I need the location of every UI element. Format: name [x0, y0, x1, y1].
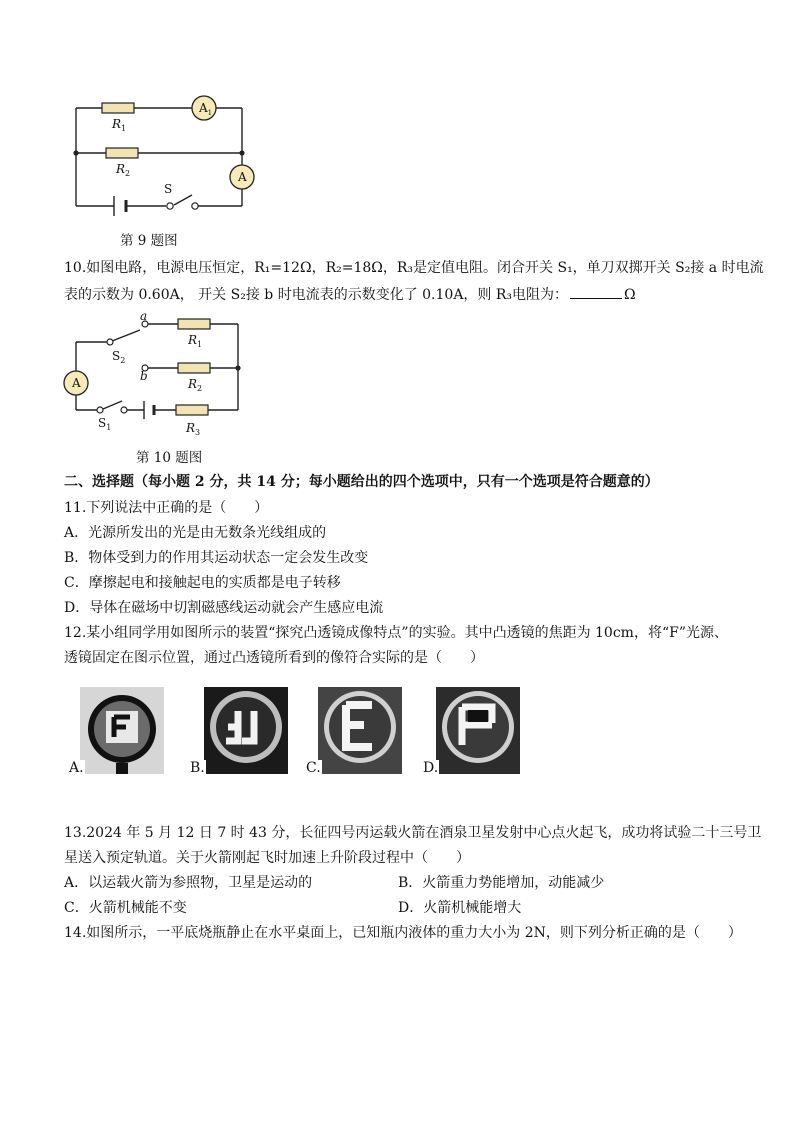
junction-dot: [73, 150, 78, 155]
resistor-r1-symbol: [178, 319, 210, 329]
q11-option-c: C．摩擦起电和接触起电的实质都是电子转移: [64, 575, 341, 591]
label-r3: $R_3$: [186, 421, 201, 437]
label-ammeter: A: [72, 376, 81, 390]
figure-9-caption: 第 9 题图: [120, 233, 178, 249]
label-b: b: [140, 369, 148, 383]
q11-option-d: D．导体在磁场中切割磁感线运动就会产生感应电流: [64, 600, 384, 616]
q10-line-2: [64, 284, 636, 305]
q14-stem: 14.如图所示，一平底烧瓶静止在水平桌面上，已知瓶内液体的重力大小为 2N，则下列分析正确的是（ ）: [64, 925, 742, 941]
resistor-r2-symbol: [178, 363, 210, 373]
q13-option-a: A．以运载火箭为参照物，卫星是运动的: [64, 875, 313, 891]
q10-line-2-text: 表的示数为 0.60A， 开关 S₂接 b 时电流表的示数变化了 0.10A，则 R₃电阻为：: [64, 287, 569, 303]
q12-option-d-letter: D.: [423, 760, 439, 776]
label-r2: $R_2$: [188, 377, 203, 393]
label-r1: $R_1$: [112, 117, 127, 133]
q12-option-b-image: [204, 687, 288, 774]
q10-line-1: 10.如图电路，电源电压恒定，R₁=12Ω，R₂=18Ω，R₃是定值电阻。闭合开关 S₁，单刀双掷开关 S₂接 a 时电流: [64, 260, 764, 276]
q12-option-c-image: [318, 687, 402, 774]
label-a: a: [140, 310, 148, 323]
resistor-r1-symbol: [102, 103, 134, 113]
junction-dot: [239, 150, 244, 155]
section-2-heading: 二、选择题（每小题 2 分，共 14 分；每小题给出的四个选项中，只有一个选项是符合题意的）: [64, 474, 659, 490]
q11-option-a: A．光源所发出的光是由无数条光线组成的: [64, 525, 327, 541]
label-s2: $S_2$: [112, 349, 126, 365]
q13-option-d: D．火箭机械能增大: [398, 900, 522, 916]
label-s1: $S_1$: [98, 416, 112, 432]
label-a: A: [238, 170, 247, 184]
figure-10-caption: 第 10 题图: [136, 450, 203, 466]
q12-option-b-letter: B.: [190, 760, 205, 776]
q13-line-2: 星送入预定轨道。关于火箭刚起飞时加速上升阶段过程中（ ）: [64, 850, 470, 866]
q12-option-c-letter: C.: [306, 760, 321, 776]
q12-line-2: 透镜固定在图示位置，通过凸透镜所看到的像符合实际的是（ ）: [64, 650, 484, 666]
q12-line-1: 12.某小组同学用如图所示的装置“探究凸透镜成像特点”的实验。其中凸透镜的焦距为 10cm，将“F”光源、: [64, 625, 728, 641]
answer-blank: [570, 284, 622, 299]
q13-option-b: B．火箭重力势能增加，动能减少: [398, 875, 605, 891]
q11-option-b: B．物体受到力的作用其运动状态一定会发生改变: [64, 550, 369, 566]
junction-dot: [235, 365, 240, 370]
q12-option-a-image: [80, 687, 164, 774]
label-s: S: [164, 182, 173, 196]
q13-line-1: 13.2024 年 5 月 12 日 7 时 43 分，长征四号丙运载火箭在酒泉卫星发射中心点火起飞，成功将试验二十三号卫: [64, 825, 762, 841]
battery-symbol: [144, 401, 154, 419]
q12-option-a-letter: A.: [69, 760, 84, 776]
label-a1: $A_1$: [199, 101, 213, 117]
q13-option-c: C．火箭机械能不变: [64, 900, 187, 916]
label-r2: $R_2$: [116, 162, 131, 178]
battery-symbol: [114, 196, 126, 216]
resistor-r2-symbol: [106, 148, 138, 158]
resistor-r3-symbol: [176, 405, 208, 415]
q11-stem: 11.下列说法中正确的是（ ）: [64, 500, 269, 516]
figure-9-circuit: [66, 92, 266, 222]
switch-s1-symbol: [97, 407, 127, 413]
q12-option-d-image: [436, 687, 520, 774]
switch-s-symbol: [167, 203, 198, 209]
figure-10-circuit: [60, 310, 250, 440]
switch-s2-symbol: [107, 321, 148, 371]
label-r1: $R_1$: [188, 333, 203, 349]
q10-unit: Ω: [624, 287, 636, 303]
